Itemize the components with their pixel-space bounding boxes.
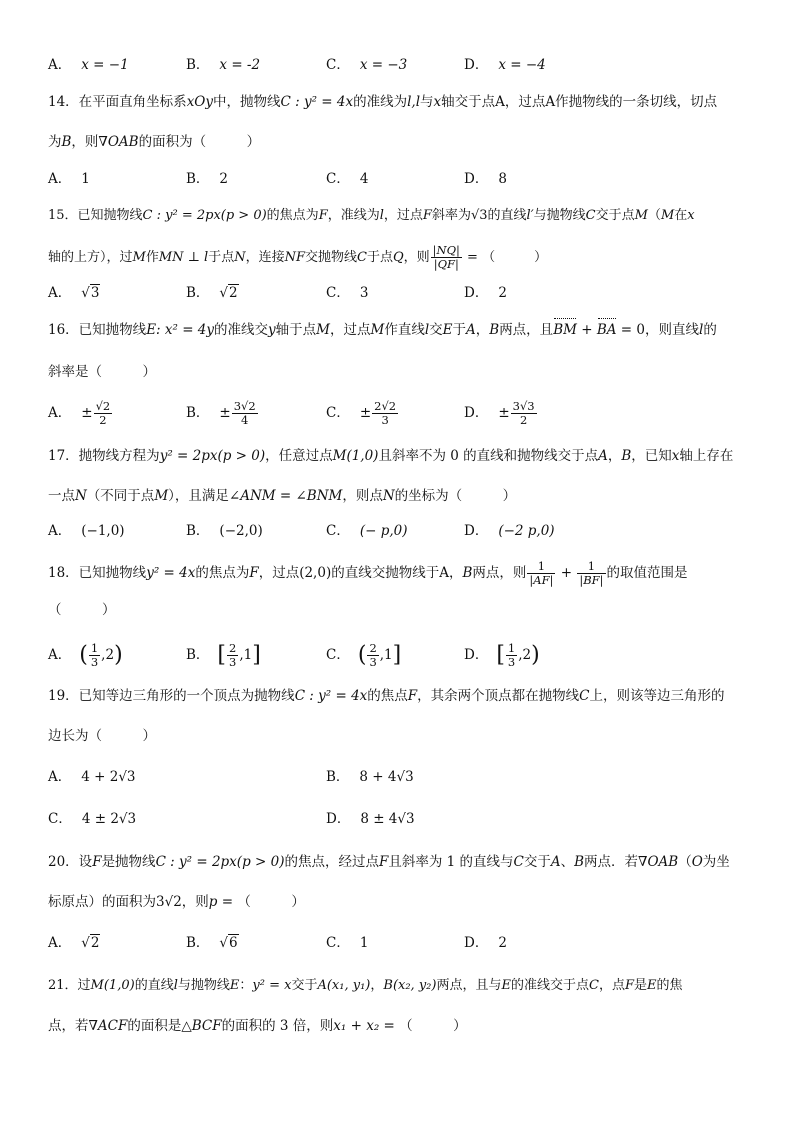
q18-stem-line1: 18．已知抛物线y² = 4x的焦点为F，过点(2,0)的直线交抛物线于A，B两点，则 $\frac{1}{|AF|}$ + $\frac{1}{|BF|}$ 的取值范围是 [48,559,688,587]
q20-option-b: B． √6 [186,935,238,951]
q17-option-c: C． (− p,0) [326,523,408,539]
q17-option-b: B． (−2,0) [186,523,263,539]
q15-option-d: D． 2 [464,285,507,301]
q18-option-a: A． ( $\frac{1}{3}$ ,2) [48,641,123,669]
q17-option-a: A． (−1,0) [48,523,125,539]
q14-option-c: C． 4 [326,171,369,187]
q15-stem-line1: 15．已知抛物线C : y² = 2px(p > 0)的焦点为F，准线为l，过点F斜率为√3的直线l′与抛物线C交于点M（M在x [48,208,695,223]
q15-ratio-fraction: $\frac{|NQ|}{|QF|}$ [432,243,460,271]
q18-option-d: D． [ $\frac{1}{3}$ ,2) [464,641,540,669]
q17-option-d: D． (−2 p,0) [464,523,555,539]
q15-option-c: C． 3 [326,285,369,301]
q20-stem-line1: 20．设F是抛物线C : y² = 2px(p > 0)的焦点，经过点F且斜率为 1 的直线与C交于A、B两点．若∇OAB（O为坐 [48,854,730,870]
q14-stem-line1: 14．在平面直角坐标系xOy中，抛物线C : y² = 4x的准线为l,l与x轴交于点A，过点A作抛物线的一条切线，切点 [48,94,718,110]
q19-option-d: D． 8 ± 4√3 [326,811,415,827]
q16-option-c: C． ± $\frac{2√2}{3}$ [326,399,397,427]
q15-option-b: B． √2 [186,285,238,301]
q14-option-b: B． 2 [186,171,229,187]
q16-stem-line2: 斜率是（ ） [48,364,156,380]
q14-option-a: A． 1 [48,171,90,187]
q13-option-a: A． x = −1 [48,57,129,73]
q20-stem-line2: 标原点）的面积为3√2，则p = （ ） [48,894,305,910]
q19-option-c: C． 4 ± 2√3 [48,811,137,827]
q16-option-a: A． ± $\frac{√2}{2}$ [48,399,111,427]
q13-option-c: C． x = −3 [326,57,408,73]
q15-stem-line2: 轴的上方），过M作MN ⊥ l于点N，连接NF交抛物线C于点Q，则 $\frac{|NQ|}{|QF|}$ = （ ） [48,243,548,271]
q14-option-d: D． 8 [464,171,507,187]
q18-option-b: B． [ $\frac{2}{3}$ ,1] [186,641,261,669]
q20-option-a: A． √2 [48,935,100,951]
q21-stem-line1: 21．过M(1,0)的直线l与抛物线E：y² = x交于A(x₁, y₁)，B(x₂, y₂)两点，且与E的准线交于点C，点F是E的焦 [48,978,683,993]
q17-stem-line2: 一点N（不同于点M），且满足∠ANM = ∠BNM，则点N的坐标为（ ） [48,488,517,504]
q19-option-b: B． 8 + 4√3 [326,769,414,785]
q15-option-a: A． √3 [48,285,100,301]
q13-option-b: B． x = -2 [186,57,261,73]
q13-option-d: D． x = −4 [464,57,546,73]
q19-option-a: A． 4 + 2√3 [48,769,136,785]
q19-stem-line1: 19．已知等边三角形的一个顶点为抛物线C : y² = 4x的焦点F，其余两个顶点都在抛物线C上，则该等边三角形的 [48,688,725,704]
q14-stem-line2: 为B，则∇OAB的面积为（ ） [48,134,261,150]
q19-stem-line2: 边长为（ ） [48,728,156,744]
q21-stem-line2: 点，若∇ACF的面积是△BCF的面积的 3 倍，则x₁ + x₂ = （ ） [48,1018,467,1034]
q18-option-c: C． ( $\frac{2}{3}$ ,1] [326,641,402,669]
q16-option-b: B． ± $\frac{3√2}{4}$ [186,399,256,427]
q20-option-c: C． 1 [326,935,369,951]
q16-stem-line1: 16．已知抛物线E: x² = 4y的准线交y轴于点M，过点M作直线l交E于A，B两点，且BM + BA = 0，则直线l的 [48,322,717,338]
q17-stem-line1: 17．抛物线方程为y² = 2px(p > 0)，任意过点M(1,0)且斜率不为 0 的直线和抛物线交于点A，B，已知x轴上存在 [48,448,734,464]
q20-option-d: D． 2 [464,935,507,951]
q16-option-d: D． ± $\frac{3√3}{2}$ [464,399,535,427]
q18-stem-line2: （ ） [48,602,116,618]
